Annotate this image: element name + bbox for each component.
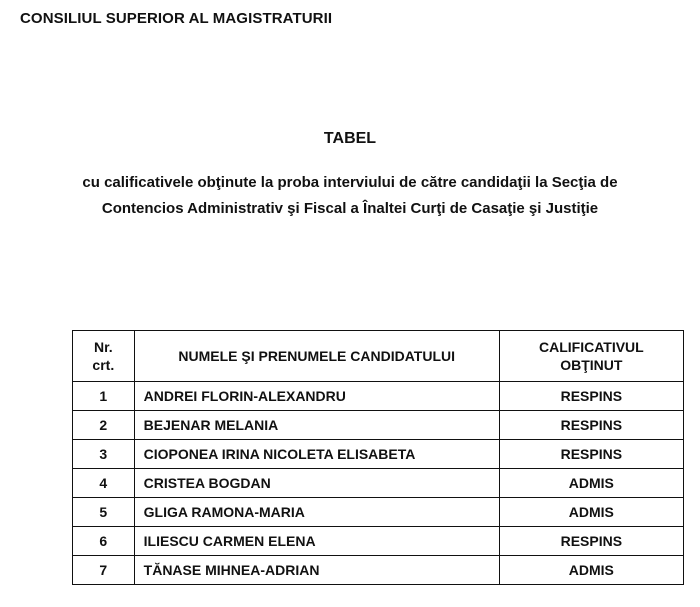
table-row [73,411,684,440]
row-result: RESPINS [499,440,683,469]
row-name: BEJENAR MELANIA [134,411,499,440]
row-nr: 4 [73,469,135,498]
table-row [73,498,684,527]
subtitle-line-2: Contencios Administrativ şi Fiscal a Înaltei Curţi de Casaţie şi Justiţie [101,200,599,217]
table-row [73,556,684,585]
institution-name: CONSILIUL SUPERIOR AL MAGISTRATURII [20,10,333,27]
header-result [499,331,683,382]
row-result: RESPINS [499,527,683,556]
document-subtitle [20,170,680,222]
row-nr: 6 [73,527,135,556]
row-nr: 5 [73,498,135,527]
header-result-line-2: OBŢINUT [560,357,623,373]
row-result: ADMIS [499,556,683,585]
row-name: ANDREI FLORIN-ALEXANDRU [134,382,499,411]
subtitle-line-1: cu calificativele obţinute la proba interviului de către candidaţii la Secţia de [82,174,618,191]
row-name: CIOPONEA IRINA NICOLETA ELISABETA [134,440,499,469]
header-nr-line-2: crt. [92,357,115,373]
row-result: RESPINS [499,411,683,440]
document-title: TABEL [323,130,377,147]
row-result: ADMIS [499,469,683,498]
header-nr [73,331,135,382]
header-nr-line-1: Nr. [93,339,113,355]
row-nr: 2 [73,411,135,440]
row-name: CRISTEA BOGDAN [134,469,499,498]
results-table [72,330,684,585]
table-header-row [73,331,684,382]
row-name: GLIGA RAMONA-MARIA [134,498,499,527]
row-name: ILIESCU CARMEN ELENA [134,527,499,556]
table-row [73,382,684,411]
row-result: ADMIS [499,498,683,527]
row-nr: 7 [73,556,135,585]
row-nr: 1 [73,382,135,411]
row-name: TĂNASE MIHNEA-ADRIAN [134,556,499,585]
table-row [73,527,684,556]
row-nr: 3 [73,440,135,469]
table-row [73,440,684,469]
header-result-line-1: CALIFICATIVUL [538,339,644,355]
table-row [73,469,684,498]
header-name: NUMELE ŞI PRENUMELE CANDIDATULUI [134,331,499,382]
row-result: RESPINS [499,382,683,411]
